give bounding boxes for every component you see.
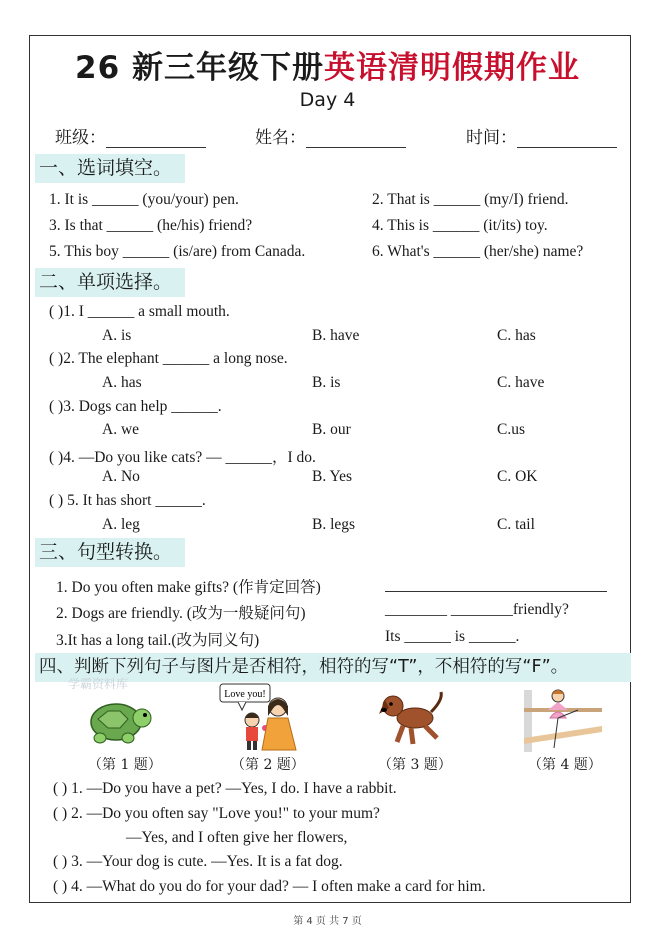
choice-q1-b: B. have	[312, 327, 360, 344]
choice-q3: ( )3. Dogs can help ______.	[49, 398, 222, 415]
transform-q2: 2. Dogs are friendly. (改为一般疑问句)	[56, 605, 306, 622]
choice-q3-b: B. our	[312, 421, 351, 438]
choice-q1: ( )1. I ______ a small mouth.	[49, 303, 230, 320]
name-blank[interactable]	[306, 129, 406, 148]
choice-q4-a: A. No	[102, 468, 140, 485]
child-mum-love-icon	[218, 682, 308, 752]
choice-q3-c: C.us	[497, 421, 525, 438]
dog-icon	[375, 688, 447, 748]
class-field	[55, 123, 206, 148]
choice-q4-c: C. OK	[497, 468, 538, 485]
time-field	[466, 123, 617, 148]
judge-item-2: ( ) 2. —Do you often say "Love you!" to your mum?	[53, 805, 380, 822]
page-footer: 第 4 页 共 7 页	[293, 916, 362, 927]
judge-item-1: ( ) 1. —Do you have a pet? —Yes, I do. I have a rabbit.	[53, 780, 397, 797]
class-blank[interactable]	[106, 129, 206, 148]
choice-q1-a: A. is	[102, 327, 132, 344]
name-field	[255, 123, 406, 148]
ballet-girl-icon	[518, 686, 604, 754]
title-main: 26 新三年级下册	[75, 50, 324, 86]
transform-q3: 3.It has a long tail.(改为同义句)	[56, 632, 260, 649]
section-2-header: 二、单项选择。	[35, 268, 185, 297]
caption-2: （第 2 题）	[231, 757, 305, 773]
section-1-header: 一、选词填空。	[35, 154, 185, 183]
judge-item-2-answer: —Yes, and I often give her flowers,	[126, 829, 348, 846]
choice-q1-c: C. has	[497, 327, 536, 344]
choice-q5: ( ) 5. It has short ______.	[49, 492, 206, 509]
transform-q1-blank[interactable]	[385, 591, 607, 592]
judge-item-4: ( ) 4. —What do you do for your dad? — I often make a card for him.	[53, 878, 486, 895]
choice-q4-b: B. Yes	[312, 468, 353, 485]
caption-3: （第 3 题）	[378, 757, 452, 773]
time-blank[interactable]	[517, 129, 617, 148]
fill-item-5: 5. This boy ______ (is/are) from Canada.	[49, 243, 306, 260]
choice-q3-a: A. we	[102, 421, 140, 438]
transform-q3-answer: Its ______ is ______.	[385, 628, 520, 645]
fill-item-3: 3. Is that ______ (he/his) friend?	[49, 217, 253, 234]
caption-4: （第 4 题）	[528, 757, 602, 773]
choice-q4: ( )4. —Do you like cats? — ______，I do.	[49, 449, 316, 466]
section-3-header: 三、句型转换。	[35, 538, 185, 567]
choice-q2-a: A. has	[102, 374, 142, 391]
fill-item-4: 4. This is ______ (it/its) toy.	[372, 217, 548, 234]
choice-q5-a: A. leg	[102, 516, 140, 533]
choice-q5-c: C. tail	[497, 516, 535, 533]
choice-q5-b: B. legs	[312, 516, 356, 533]
title-red: 英语清明假期作业	[323, 50, 580, 86]
judge-item-3: ( ) 3. —Your dog is cute. —Yes. It is a fat dog.	[53, 853, 343, 870]
class-label: 班级：	[55, 128, 106, 148]
fill-item-2: 2. That is ______ (my/I) friend.	[372, 191, 569, 208]
transform-q1: 1. Do you often make gifts? (作肯定回答)	[56, 579, 321, 596]
speech-bubble-text: Love you!	[224, 689, 266, 700]
time-label: 时间：	[466, 128, 517, 148]
turtle-icon	[82, 692, 158, 748]
fill-item-6: 6. What's ______ (her/she) name?	[372, 243, 584, 260]
section-4-header: 四、判断下列句子与图片是否相符，相符的写“T”，不相符的写“F”。	[35, 653, 631, 682]
day-label: Day 4	[299, 89, 356, 111]
page-title	[0, 42, 655, 87]
transform-q2-answer: ________ ________friendly?	[385, 601, 569, 618]
choice-q2-c: C. have	[497, 374, 545, 391]
caption-1: （第 1 题）	[88, 757, 162, 773]
watermark: 学霸资料库	[68, 677, 129, 691]
choice-q2-b: B. is	[312, 374, 341, 391]
fill-item-1: 1. It is ______ (you/your) pen.	[49, 191, 239, 208]
name-label: 姓名：	[255, 128, 306, 148]
choice-q2: ( )2. The elephant ______ a long nose.	[49, 350, 288, 367]
